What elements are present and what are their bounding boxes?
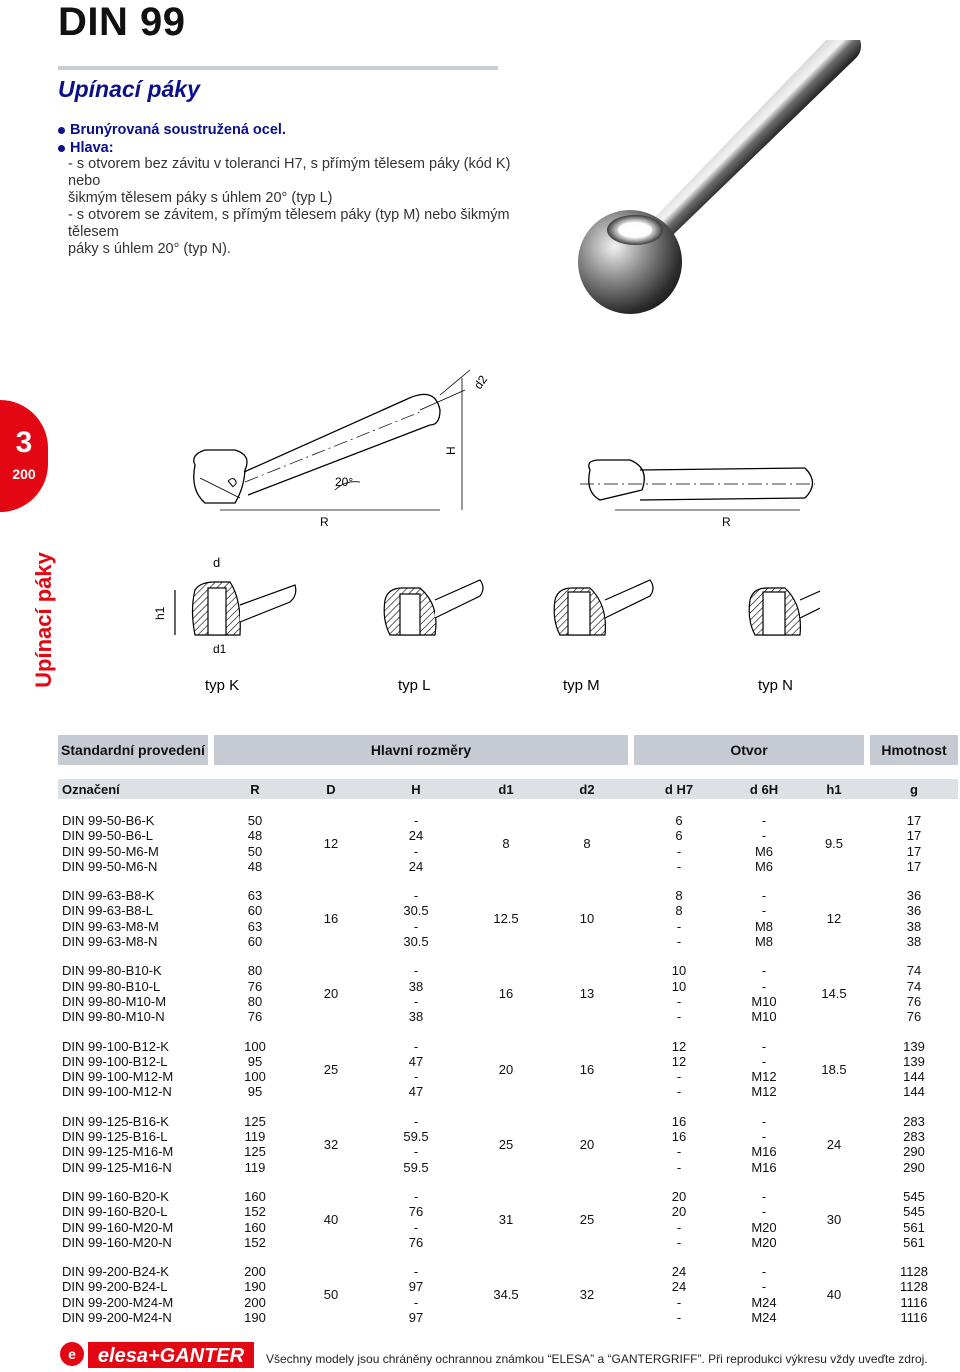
title-divider [58, 66, 498, 70]
section-number: 3 [15, 426, 33, 459]
col-dH7: d H7 [634, 779, 724, 799]
cell-g: 561 [903, 1234, 925, 1250]
cell-dH7: - [676, 993, 682, 1009]
cell-D: 12 [323, 835, 339, 851]
cell-g: 74 [906, 963, 922, 979]
cell-g: 38 [906, 934, 922, 950]
cell-designation: DIN 99-80-M10-N [62, 1009, 165, 1025]
dim-d1: d1 [213, 642, 227, 656]
section-label: Upínací páky [31, 552, 56, 688]
section-typ-n [749, 580, 820, 635]
section-typ-k [175, 582, 296, 635]
cell-g: 1128 [900, 1279, 928, 1295]
cell-h1: 12 [826, 911, 842, 927]
col-R: R [214, 779, 296, 799]
col-H: H [366, 779, 466, 799]
cell-designation: DIN 99-200-B24-K [62, 1264, 169, 1280]
cell-designation: DIN 99-160-B20-L [62, 1204, 168, 1220]
cell-H: - [413, 888, 419, 904]
cell-g: 1116 [900, 1310, 928, 1326]
cell-dH7: - [676, 1009, 682, 1025]
cell-H: - [413, 993, 419, 1009]
cell-R: 152 [244, 1204, 266, 1220]
cell-dH7: - [676, 1069, 682, 1085]
cell-dH7: - [676, 918, 682, 934]
cell-H: 24 [408, 858, 424, 874]
cell-R: 50 [247, 843, 263, 859]
label-typ-m: typ M [563, 677, 600, 694]
bullet-dot-icon [58, 127, 65, 134]
group-bore: Otvor [634, 735, 864, 765]
cell-H: - [413, 963, 419, 979]
cell-designation: DIN 99-200-M24-N [62, 1310, 172, 1326]
table-row [58, 1264, 958, 1279]
label-typ-l: typ L [398, 677, 431, 694]
cell-d6H: - [761, 1279, 767, 1295]
cell-dH7: - [676, 934, 682, 950]
cell-h1: 24 [826, 1136, 842, 1152]
cell-R: 63 [247, 918, 263, 934]
cell-dH7: - [676, 1294, 682, 1310]
product-photo [560, 40, 900, 320]
col-designation: Označení [58, 779, 208, 799]
label-typ-k: typ K [205, 677, 240, 694]
bullet-head-text: Hlava: [70, 140, 114, 156]
cell-dH7: 20 [671, 1204, 687, 1220]
bullet-material-text: Brunýrovaná soustružená ocel. [70, 122, 286, 138]
cell-g: 76 [906, 1009, 922, 1025]
cell-g: 38 [906, 918, 922, 934]
cell-R: 95 [247, 1084, 263, 1100]
cell-H: 59.5 [403, 1129, 429, 1145]
cell-designation: DIN 99-80-M10-M [62, 993, 167, 1009]
cell-H: - [413, 1188, 419, 1204]
col-d6H: d 6H [724, 779, 804, 799]
cell-H: 97 [408, 1310, 424, 1326]
cell-H: - [413, 1113, 419, 1129]
cell-h1: 40 [826, 1287, 842, 1303]
table-row [58, 1114, 958, 1129]
col-d2: d2 [546, 779, 628, 799]
col-D: D [296, 779, 366, 799]
cell-d6H: M24 [751, 1294, 777, 1310]
cell-d6H: - [761, 1129, 767, 1145]
cell-H: - [413, 1219, 419, 1235]
cell-d2: 16 [579, 1061, 595, 1077]
cell-designation: DIN 99-160-M20-M [62, 1219, 174, 1235]
cell-H: - [413, 1069, 419, 1085]
desc-line-1: - s otvorem bez závitu v toleranci H7, s přímým tělesem páky (kód K) nebo [68, 156, 511, 189]
cell-H: - [413, 843, 419, 859]
cell-designation: DIN 99-125-B16-L [62, 1129, 168, 1145]
cell-dH7: - [676, 1234, 682, 1250]
cell-H: 97 [408, 1279, 424, 1295]
cell-D: 16 [323, 911, 339, 927]
cell-dH7: 12 [671, 1038, 687, 1054]
cell-h1: 14.5 [821, 986, 847, 1002]
cell-h1: 30 [826, 1211, 842, 1227]
cell-d6H: M10 [751, 993, 777, 1009]
cell-g: 17 [906, 813, 922, 828]
cell-designation: DIN 99-200-M24-M [62, 1294, 174, 1310]
dim-D: D [224, 473, 241, 491]
label-typ-n: typ N [758, 677, 794, 694]
cell-g: 545 [903, 1188, 925, 1204]
cell-dH7: 6 [675, 828, 683, 844]
cell-d1: 16 [498, 986, 514, 1002]
cell-g: 290 [903, 1159, 925, 1175]
cell-d6H: - [761, 1053, 767, 1069]
cell-designation: DIN 99-50-B6-K [62, 813, 155, 828]
cell-H: 30.5 [403, 934, 429, 950]
page-subtitle: Upínací páky [58, 76, 200, 102]
cell-R: 60 [247, 934, 263, 950]
cell-d6H: M8 [754, 934, 774, 950]
cell-d6H: M10 [751, 1009, 777, 1025]
desc-line-2: šikmým tělesem páky s úhlem 20° (typ L) [68, 190, 333, 206]
cell-D: 32 [323, 1136, 339, 1152]
cell-dH7: 12 [671, 1053, 687, 1069]
cell-dH7: 10 [671, 963, 687, 979]
cell-designation: DIN 99-80-B10-L [62, 978, 161, 994]
cell-designation: DIN 99-160-M20-N [62, 1234, 172, 1250]
cell-g: 1116 [900, 1294, 928, 1310]
cell-H: 38 [408, 978, 424, 994]
cell-g: 139 [903, 1038, 925, 1054]
straight-lever-view [580, 460, 815, 510]
cell-R: 125 [244, 1144, 266, 1160]
cell-R: 76 [247, 978, 263, 994]
brand-logo-text: elesa+GANTER [97, 1345, 245, 1367]
group-weight: Hmotnost [870, 735, 958, 765]
cell-dH7: 24 [671, 1264, 687, 1280]
group-main-dims: Hlavní rozměry [214, 735, 628, 765]
cell-R: 63 [247, 888, 263, 904]
cell-H: - [413, 813, 419, 828]
cell-d2: 25 [579, 1211, 595, 1227]
cell-dH7: 24 [671, 1279, 687, 1295]
cell-designation: DIN 99-100-M12-N [62, 1084, 172, 1100]
bullet-material [58, 122, 518, 138]
cell-R: 119 [244, 1129, 266, 1145]
group-standard: Standardní provedení [58, 735, 208, 765]
cell-R: 76 [247, 1009, 263, 1025]
cell-D: 40 [323, 1211, 339, 1227]
cell-designation: DIN 99-50-M6-M [62, 843, 159, 859]
cell-H: 76 [408, 1204, 424, 1220]
cell-H: 59.5 [403, 1159, 429, 1175]
cell-d1: 31 [498, 1211, 514, 1227]
cell-R: 152 [244, 1234, 266, 1250]
cell-dH7: - [676, 858, 682, 874]
cell-d6H: - [761, 978, 767, 994]
cell-designation: DIN 99-200-B24-L [62, 1279, 168, 1295]
cell-R: 80 [247, 993, 263, 1009]
cell-R: 48 [247, 828, 263, 844]
cell-R: 200 [244, 1294, 266, 1310]
cell-d6H: - [761, 963, 767, 979]
cell-dH7: - [676, 1084, 682, 1100]
cell-designation: DIN 99-125-M16-N [62, 1159, 172, 1175]
cell-g: 74 [906, 978, 922, 994]
cell-R: 125 [244, 1113, 266, 1129]
svg-text:e: e [68, 1346, 76, 1362]
cell-designation: DIN 99-100-B12-K [62, 1038, 169, 1054]
dim-R-1: R [320, 515, 329, 529]
cell-designation: DIN 99-100-B12-L [62, 1053, 168, 1069]
cell-h1: 18.5 [821, 1061, 847, 1077]
cell-R: 50 [247, 813, 263, 828]
col-d1: d1 [466, 779, 546, 799]
cell-designation: DIN 99-63-M8-M [62, 918, 159, 934]
column-header-row [58, 779, 958, 799]
bullet-head [58, 140, 518, 156]
dim-d2: d2 [470, 372, 491, 392]
cell-d2: 32 [579, 1287, 595, 1303]
section-tab [0, 400, 48, 512]
col-h1: h1 [804, 779, 864, 799]
cell-R: 190 [244, 1279, 266, 1295]
cell-designation: DIN 99-63-M8-N [62, 934, 158, 950]
section-typ-m [554, 580, 653, 635]
dim-d: d [213, 555, 221, 570]
cell-d6H: - [761, 888, 767, 904]
table-row [58, 1039, 958, 1054]
cell-d2: 8 [583, 835, 591, 851]
cell-g: 36 [906, 903, 922, 919]
cell-d1: 20 [498, 1061, 514, 1077]
cell-g: 290 [903, 1144, 925, 1160]
cell-d6H: M6 [754, 843, 774, 859]
cell-designation: DIN 99-125-B16-K [62, 1113, 169, 1129]
cell-g: 139 [903, 1053, 925, 1069]
cell-dH7: 16 [671, 1129, 687, 1145]
cell-g: 561 [903, 1219, 925, 1235]
cell-designation: DIN 99-50-M6-N [62, 858, 158, 874]
cell-designation: DIN 99-125-M16-M [62, 1144, 174, 1160]
cell-g: 283 [903, 1129, 925, 1145]
cell-H: 47 [408, 1084, 424, 1100]
cell-designation: DIN 99-63-B8-K [62, 888, 155, 904]
cell-R: 60 [247, 903, 263, 919]
page-number: 200 [12, 466, 36, 482]
dim-R-2: R [722, 515, 731, 529]
cell-g: 545 [903, 1204, 925, 1220]
cell-g: 1128 [900, 1264, 928, 1280]
cell-d6H: - [761, 1264, 767, 1280]
cell-R: 95 [247, 1053, 263, 1069]
section-typ-l [384, 580, 483, 635]
cell-H: 38 [408, 1009, 424, 1025]
cell-dH7: - [676, 1159, 682, 1175]
table-row [58, 1189, 958, 1204]
spec-table [58, 735, 958, 1325]
table-row [58, 813, 958, 828]
cell-d1: 12.5 [493, 911, 519, 927]
cell-d6H: M16 [751, 1159, 777, 1175]
cell-H: 47 [408, 1053, 424, 1069]
cell-g: 144 [903, 1069, 925, 1085]
spec-table-body [58, 799, 958, 1325]
cell-dH7: - [676, 1219, 682, 1235]
cell-d6H: M6 [754, 858, 774, 874]
cell-R: 100 [244, 1069, 266, 1085]
cell-g: 36 [906, 888, 922, 904]
cell-dH7: 10 [671, 978, 687, 994]
cell-g: 76 [906, 993, 922, 1009]
cell-d1: 34.5 [493, 1287, 519, 1303]
cell-D: 50 [323, 1287, 339, 1303]
cell-d6H: M24 [751, 1310, 777, 1326]
table-row [58, 888, 958, 903]
cell-designation: DIN 99-80-B10-K [62, 963, 162, 979]
cell-R: 190 [244, 1310, 266, 1326]
desc-line-4: páky s úhlem 20° (typ N). [68, 241, 231, 257]
cell-d6H: - [761, 1113, 767, 1129]
table-row [58, 963, 958, 978]
cell-R: 80 [247, 963, 263, 979]
technical-drawing [140, 360, 820, 700]
brand-logo [58, 1338, 256, 1370]
cell-d6H: - [761, 813, 767, 828]
cell-dH7: 6 [675, 813, 683, 828]
cell-dH7: 8 [675, 888, 683, 904]
cell-dH7: 20 [671, 1188, 687, 1204]
cell-d1: 8 [502, 835, 510, 851]
group-header-row [58, 735, 958, 765]
cell-dH7: 8 [675, 903, 683, 919]
cell-designation: DIN 99-100-M12-M [62, 1069, 174, 1085]
cell-d6H: - [761, 828, 767, 844]
cell-D: 25 [323, 1061, 339, 1077]
cell-g: 17 [906, 843, 922, 859]
cell-R: 160 [244, 1188, 266, 1204]
cell-R: 100 [244, 1038, 266, 1054]
cell-g: 17 [906, 858, 922, 874]
cell-H: 76 [408, 1234, 424, 1250]
dim-angle: 20° [335, 475, 354, 489]
cell-d6H: - [761, 1038, 767, 1054]
cell-dH7: - [676, 843, 682, 859]
cell-R: 200 [244, 1264, 266, 1280]
cell-H: 24 [408, 828, 424, 844]
cell-dH7: 16 [671, 1113, 687, 1129]
cell-g: 283 [903, 1113, 925, 1129]
dim-H: H [444, 446, 458, 455]
cell-d6H: M8 [754, 918, 774, 934]
page-title: DIN 99 [58, 0, 186, 44]
cell-D: 20 [323, 986, 339, 1002]
cell-H: - [413, 1144, 419, 1160]
footer-note: Všechny modely jsou chráněny ochrannou známkou “ELESA” a “GANTERGRIFF”. Při reprodukci výkresu vždy uveďte zdroj. [266, 1352, 928, 1366]
desc-line-3: - s otvorem se závitem, s přímým tělesem páky (typ M) nebo šikmým tělesem [68, 207, 510, 240]
cell-h1: 9.5 [824, 835, 844, 851]
cell-R: 48 [247, 858, 263, 874]
cell-designation: DIN 99-160-B20-K [62, 1188, 169, 1204]
cell-R: 160 [244, 1219, 266, 1235]
cell-designation: DIN 99-63-B8-L [62, 903, 154, 919]
cell-dH7: - [676, 1144, 682, 1160]
cell-dH7: - [676, 1310, 682, 1326]
cell-H: - [413, 918, 419, 934]
cell-d6H: - [761, 1188, 767, 1204]
cell-g: 144 [903, 1084, 925, 1100]
cell-d2: 13 [579, 986, 595, 1002]
cell-H: - [413, 1038, 419, 1054]
dim-h1: h1 [153, 606, 167, 620]
cell-R: 119 [244, 1159, 266, 1175]
cell-d6H: M12 [751, 1084, 777, 1100]
description [58, 122, 518, 258]
cell-d6H: - [761, 903, 767, 919]
cell-d6H: M20 [751, 1234, 777, 1250]
cell-H: 30.5 [403, 903, 429, 919]
cell-d2: 20 [579, 1136, 595, 1152]
cell-d2: 10 [579, 911, 595, 927]
cell-d1: 25 [498, 1136, 514, 1152]
cell-g: 17 [906, 828, 922, 844]
cell-H: - [413, 1294, 419, 1310]
cell-d6H: M12 [751, 1069, 777, 1085]
cell-d6H: - [761, 1204, 767, 1220]
col-g: g [870, 779, 958, 799]
cell-d6H: M20 [751, 1219, 777, 1235]
cell-designation: DIN 99-50-B6-L [62, 828, 154, 844]
cell-d6H: M16 [751, 1144, 777, 1160]
cell-H: - [413, 1264, 419, 1280]
bullet-dot-icon [58, 145, 65, 152]
